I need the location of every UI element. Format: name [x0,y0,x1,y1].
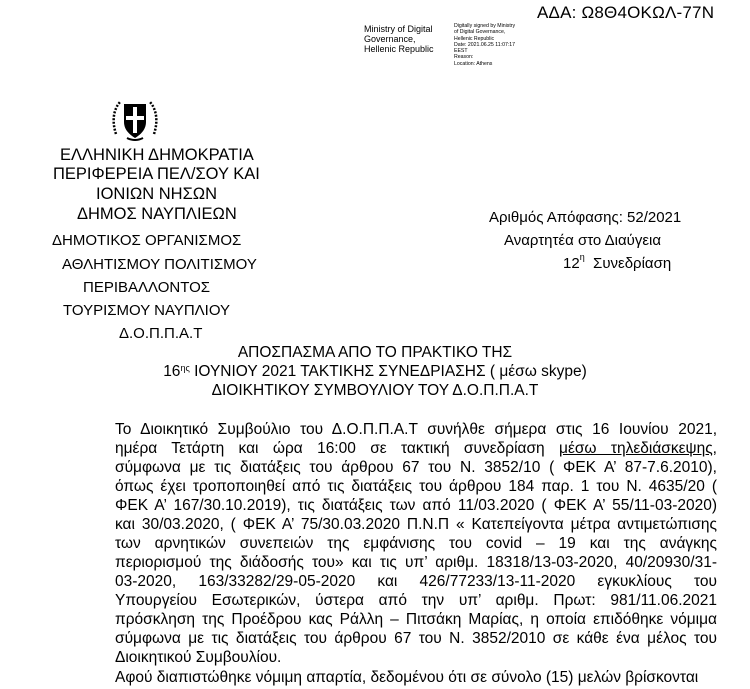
session-label [563,252,672,272]
signer-line: Governance, [364,34,416,44]
org-sub-line: ΔΗΜΟΤΙΚΟΣ ΟΡΓΑΝΙΣΜΟΣ [52,232,242,249]
signature-line: Location: Athens [454,60,493,67]
document-title-line-3: ΔΙΟΙΚΗΤΙΚΟΥ ΣΥΜΒΟΥΛΙΟΥ ΤΟΥ Δ.Ο.Π.Π.Α.Τ [211,382,539,399]
teleconference-underlined: μέσω τηλεδιάσκεψης, [559,440,717,457]
body-line: Υπουργείου Εσωτερικών, ύστερα από την υπ’ αριθμ. Πρωτ: 981/11.06.2021 [115,592,717,609]
body-line-part: ημέρα Τετάρτη και ώρα 16:00 σε τακτική συνεδρίαση [115,440,560,457]
body-line: και 30/03.2020, ( ΦΕΚ Α’ 75/30.03.2020 Π.Ν.Π « Κατεπείγοντα μέτρα αντιμετώπισης [115,516,717,533]
session-sup: η [579,252,585,262]
document-title-line-1: ΑΠΟΣΠΑΣΜΑ ΑΠΟ ΤΟ ΠΡΑΚΤΙΚΟ ΤΗΣ [237,344,513,361]
body-cut-line: Αφού διαπιστώθηκε νόμιμη απαρτία, δεδομένου ότι σε σύνολο (15) μελών βρίσκονται [115,669,699,686]
org-sub-line: ΠΕΡΙΒΑΛΛΟΝΤΟΣ [83,279,211,296]
digital-signature-block [454,23,515,67]
region-line: ΠΕΡΙΦΕΡΕΙΑ ΠΕΛ/ΣΟΥ ΚΑΙ [53,165,260,183]
body-line: Διοικητικού Συμβουλίου. [115,649,282,666]
municipality-line: ΔΗΜΟΣ ΝΑΥΠΛΙΕΩΝ [77,205,237,223]
signature-line: EEST [454,48,468,55]
signer-line: Ministry of Digital [364,24,433,34]
signer-line: Hellenic Republic [364,44,434,54]
body-line: σύμφωνα με τις διατάξεις του άρθρου 67 του Ν. 3852/10 ( ΦΕΚ Α’ 87-7.6.2010), [115,459,717,476]
body-line [115,439,717,458]
signature-line: Hellenic Republic [454,35,495,42]
body-line: ΦΕΚ Α’ 167/30.10.2019), τις διατάξεις των από 11/03.2020 ( ΦΕΚ Α’ 55/11-03-2020) [115,497,717,514]
signature-line: Reason: [454,54,474,61]
session-number: 12 [563,255,580,272]
org-sub-line: ΤΟΥΡΙΣΜΟΥ ΝΑΥΠΛΙΟΥ [63,302,231,319]
ada-number: ΑΔΑ: Ω8Θ4ΟΚΩΛ-77Ν [537,3,715,22]
title-session: ΙΟΥΝΙΟΥ 2021 ΤΑΚΤΙΚΗΣ ΣΥΝΕΔΡΙΑΣΗΣ ( μέσω skype) [189,363,587,380]
body-line: Το Διοικητικό Συμβούλιο του Δ.Ο.Π.Π.Α.Τ συνήλθε σήμερα στις 16 Ιουνίου 2021, [115,421,717,438]
body-line: των αρνητικών συνεπειών της εμφάνισης του covid – 19 και της ανάγκης [115,535,717,552]
body-line: πρόσκληση της Προέδρου κας Ράλλη – Πιτσάκη Μαρίας, η οποία επιδόθηκε νόμιμα [115,611,717,628]
body-line: 03-2020, 163/33282/29-05-2020 και 426/77233/13-11-2020 εγκυκλίους του [115,573,717,590]
islands-line: ΙΟΝΙΩΝ ΝΗΣΩΝ [96,185,218,203]
org-header [60,145,254,165]
decision-number: Αριθμός Απόφασης: 52/2021 [489,209,682,226]
body-line: περιορισμού της διάδοσής του» και τις υπ’ αριθμ. 18318/13-03-2020, 40/20930/31- [115,554,717,571]
body-line: όπως έχει τροποποιηθεί από τις διατάξεις του άρθρου 184 παρ. 1 του Ν. 4635/20 ( [115,478,717,495]
hellenic-republic-emblem-icon [110,94,160,144]
posting-note: Αναρτητέα στο Διαύγεια [504,232,662,249]
country-line: ΕΛΛΗΝΙΚΗ ΔΗΜΟΚΡΑΤΙΑ [60,146,254,164]
session-word: Συνεδρίαση [593,255,672,272]
title-date-sup: ης [180,363,190,373]
title-date: 16 [163,363,181,380]
body-line: σύμφωνα με τις διατάξεις του άρθρου 67 του Ν. 3852/2010 σε κάθε ένα μέλος του [115,630,717,647]
document-title-line-2 [0,362,750,381]
signer-block [364,24,434,54]
signature-line: Date: 2021.06.25 11:07:17 [454,41,516,48]
org-acronym: Δ.Ο.Π.Π.Α.Τ [119,325,203,342]
body-paragraph [115,420,717,667]
org-sub-line: ΑΘΛΗΤΙΣΜΟΥ ΠΟΛΙΤΙΣΜΟΥ [62,256,257,273]
signature-line: of Digital Governance, [454,29,506,36]
signature-line: Digitally signed by Ministry [454,23,516,29]
